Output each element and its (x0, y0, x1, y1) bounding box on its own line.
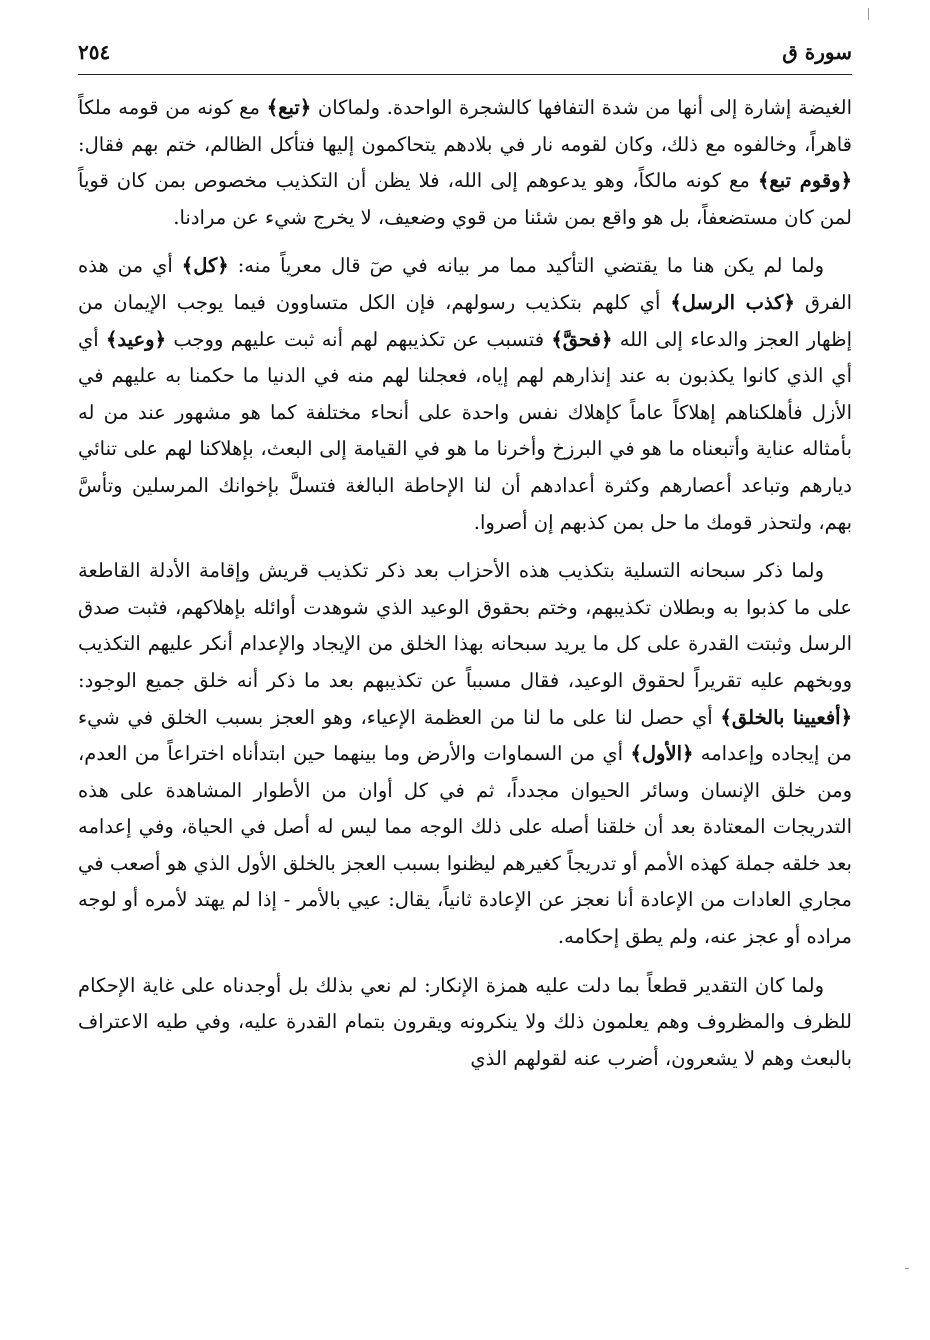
page-header (78, 40, 852, 76)
surah-title: سورة ق (782, 40, 852, 64)
text-segment: أي أي الذي كانوا يكذبون به عند إنذارهم لهم إياه، فعجلنا لهم منه في الدنيا ما حكمنا به عليهم في الأزل فأهلكناهم إهلاكاً عاماً كإهلاك نفس واحدة على أنحاء مختلفة كما هو مشهور عند من له بأمثاله عناية وأتبعناه ما هو في البرزخ وأخرنا ما هو في القيامة إلى البعث، بإهلاكنا لهم على تنائي ديارهم وتباعد أعصارهم وكثرة أعدادهم أن لنا الإحاطة البالغة فتسلَّ بإخوانك المرسلين وتأسَّ بهم، ولتحذر قومك ما حل بمن كذبهم إن أصروا. (78, 327, 852, 534)
text-segment: أي من هذه الفرق (78, 254, 852, 314)
scan-mark (905, 1268, 909, 1269)
paragraph (78, 248, 852, 541)
text-segment: أي من السماوات والأرض وما بينهما حين ابتدأناه اختراعاً من العدم، ومن خلق الإنسان وسائر الحيوان مجدداً، ثم في كل أوان من الأطوار المشاهدة على هذه التدريجات المعتادة بعد أن خلقنا أصله على ذلك الوجه مما ليس له أصل في الحياة، وفي إعدامه بعد خلقه جملة كهذه الأمم أو تدريجاً كغيرهم ليظنوا بسبب العجز بالخلق الأول الذي هو أصعب في مجاري العادات من الإعادة أنا نعجز عن الإعادة ثانياً، يقال: عيي بالأمر - إذا لم يهتد لأمره أو لوجه مراده أو عجز عنه، ولم يطق إحكامه. (78, 742, 852, 949)
text-segment: أي كلهم بتكذيب رسولهم، فإن الكل متساوون فيما يوجب الإيمان من إظهار العجز والدعاء إلى الله (78, 290, 852, 351)
scan-mark (868, 8, 869, 20)
header-rule (78, 74, 852, 75)
quran-quote: ﴿تبع﴾ (266, 96, 312, 119)
paragraph (78, 968, 852, 1078)
text-segment: ولما كان التقدير قطعاً بما دلت عليه همزة الإنكار: لم نعي بذلك بل أوجدناه على غاية الإحكام للظرف والمظروف وهم يعلمون ذلك ولا ينكرونه ويقرون بتمام القدرة عليه، وفي طيه الاعتراف بالبعث وهم لا يشعرون، أضرب عنه لقولهم الذي (78, 973, 852, 1070)
text-segment: فتسبب عن تكذيبهم لهم أنه ثبت عليهم ووجب (166, 327, 552, 351)
text-segment: الغيضة إشارة إلى أنها من شدة التفافها كالشجرة الواحدة. ولماكان (311, 96, 852, 119)
text-segment: ولما ذكر سبحانه التسلية بتكذيب هذه الأحزاب بعد ذكر تكذيب قريش وإقامة الأدلة القاطعة على ما كذبوا به وبطلان تكذيبهم، وختم بحقوق الوعيد الذي شوهدت أوائله بإهلاكهم، فثبت صدق الرسل وثبتت القدرة على كل ما يريد سبحانه بهذا الخلق من الإيجاد والإعدام أنكر عليهم التكذيب ووبخهم عليه تقريراً لحقوق الوعيد، فقال مسبباً عن تكذيبهم بعد ما ذكر أنه خلق جميع الوجود: (78, 559, 852, 692)
text-segment: أي حصل لنا على ما لنا من العظمة الإعياء، وهو العجز بسبب الخلق في شيء من إيجاده وإعدامه (78, 705, 852, 766)
quran-quote: ﴿وعيد﴾ (106, 327, 167, 351)
text-segment: مع كونه من قومه ملكاً قاهراً، وخالفوه مع ذلك، وكان لقومه نار في بلادهم يتحاكمون إليها فتأكل الظالم، ختم بهم فقال: (78, 96, 852, 156)
quran-quote: ﴿كذب الرسل﴾ (670, 290, 795, 314)
text-segment: ولما لم يكن هنا ما يقتضي التأكيد مما مر بيانه في صٓ قال معرياً منه: (228, 254, 824, 278)
page-number: ٢٥٤ (78, 40, 111, 64)
body-text (78, 90, 852, 1089)
paragraph (78, 90, 852, 236)
quran-quote: ﴿كل﴾ (181, 254, 229, 278)
text-segment: مع كونه مالكاً، وهو يدعوهم إلى الله، فلا يظن أن التكذيب مخصوص بمن كان قوياً لمن كان مستضعفاً، بل هو واقع بمن شئنا من قوي وضعيف، لا يخرج شيء عن مرادنا. (78, 169, 852, 229)
quran-quote: ﴿الأول﴾ (630, 742, 694, 766)
quran-quote: ﴿فحقَّ﴾ (551, 327, 613, 351)
quran-quote: ﴿وقوم تبع﴾ (757, 169, 853, 193)
quran-quote: ﴿أفعيينا بالخلق﴾ (720, 705, 853, 729)
paragraph (78, 553, 852, 956)
